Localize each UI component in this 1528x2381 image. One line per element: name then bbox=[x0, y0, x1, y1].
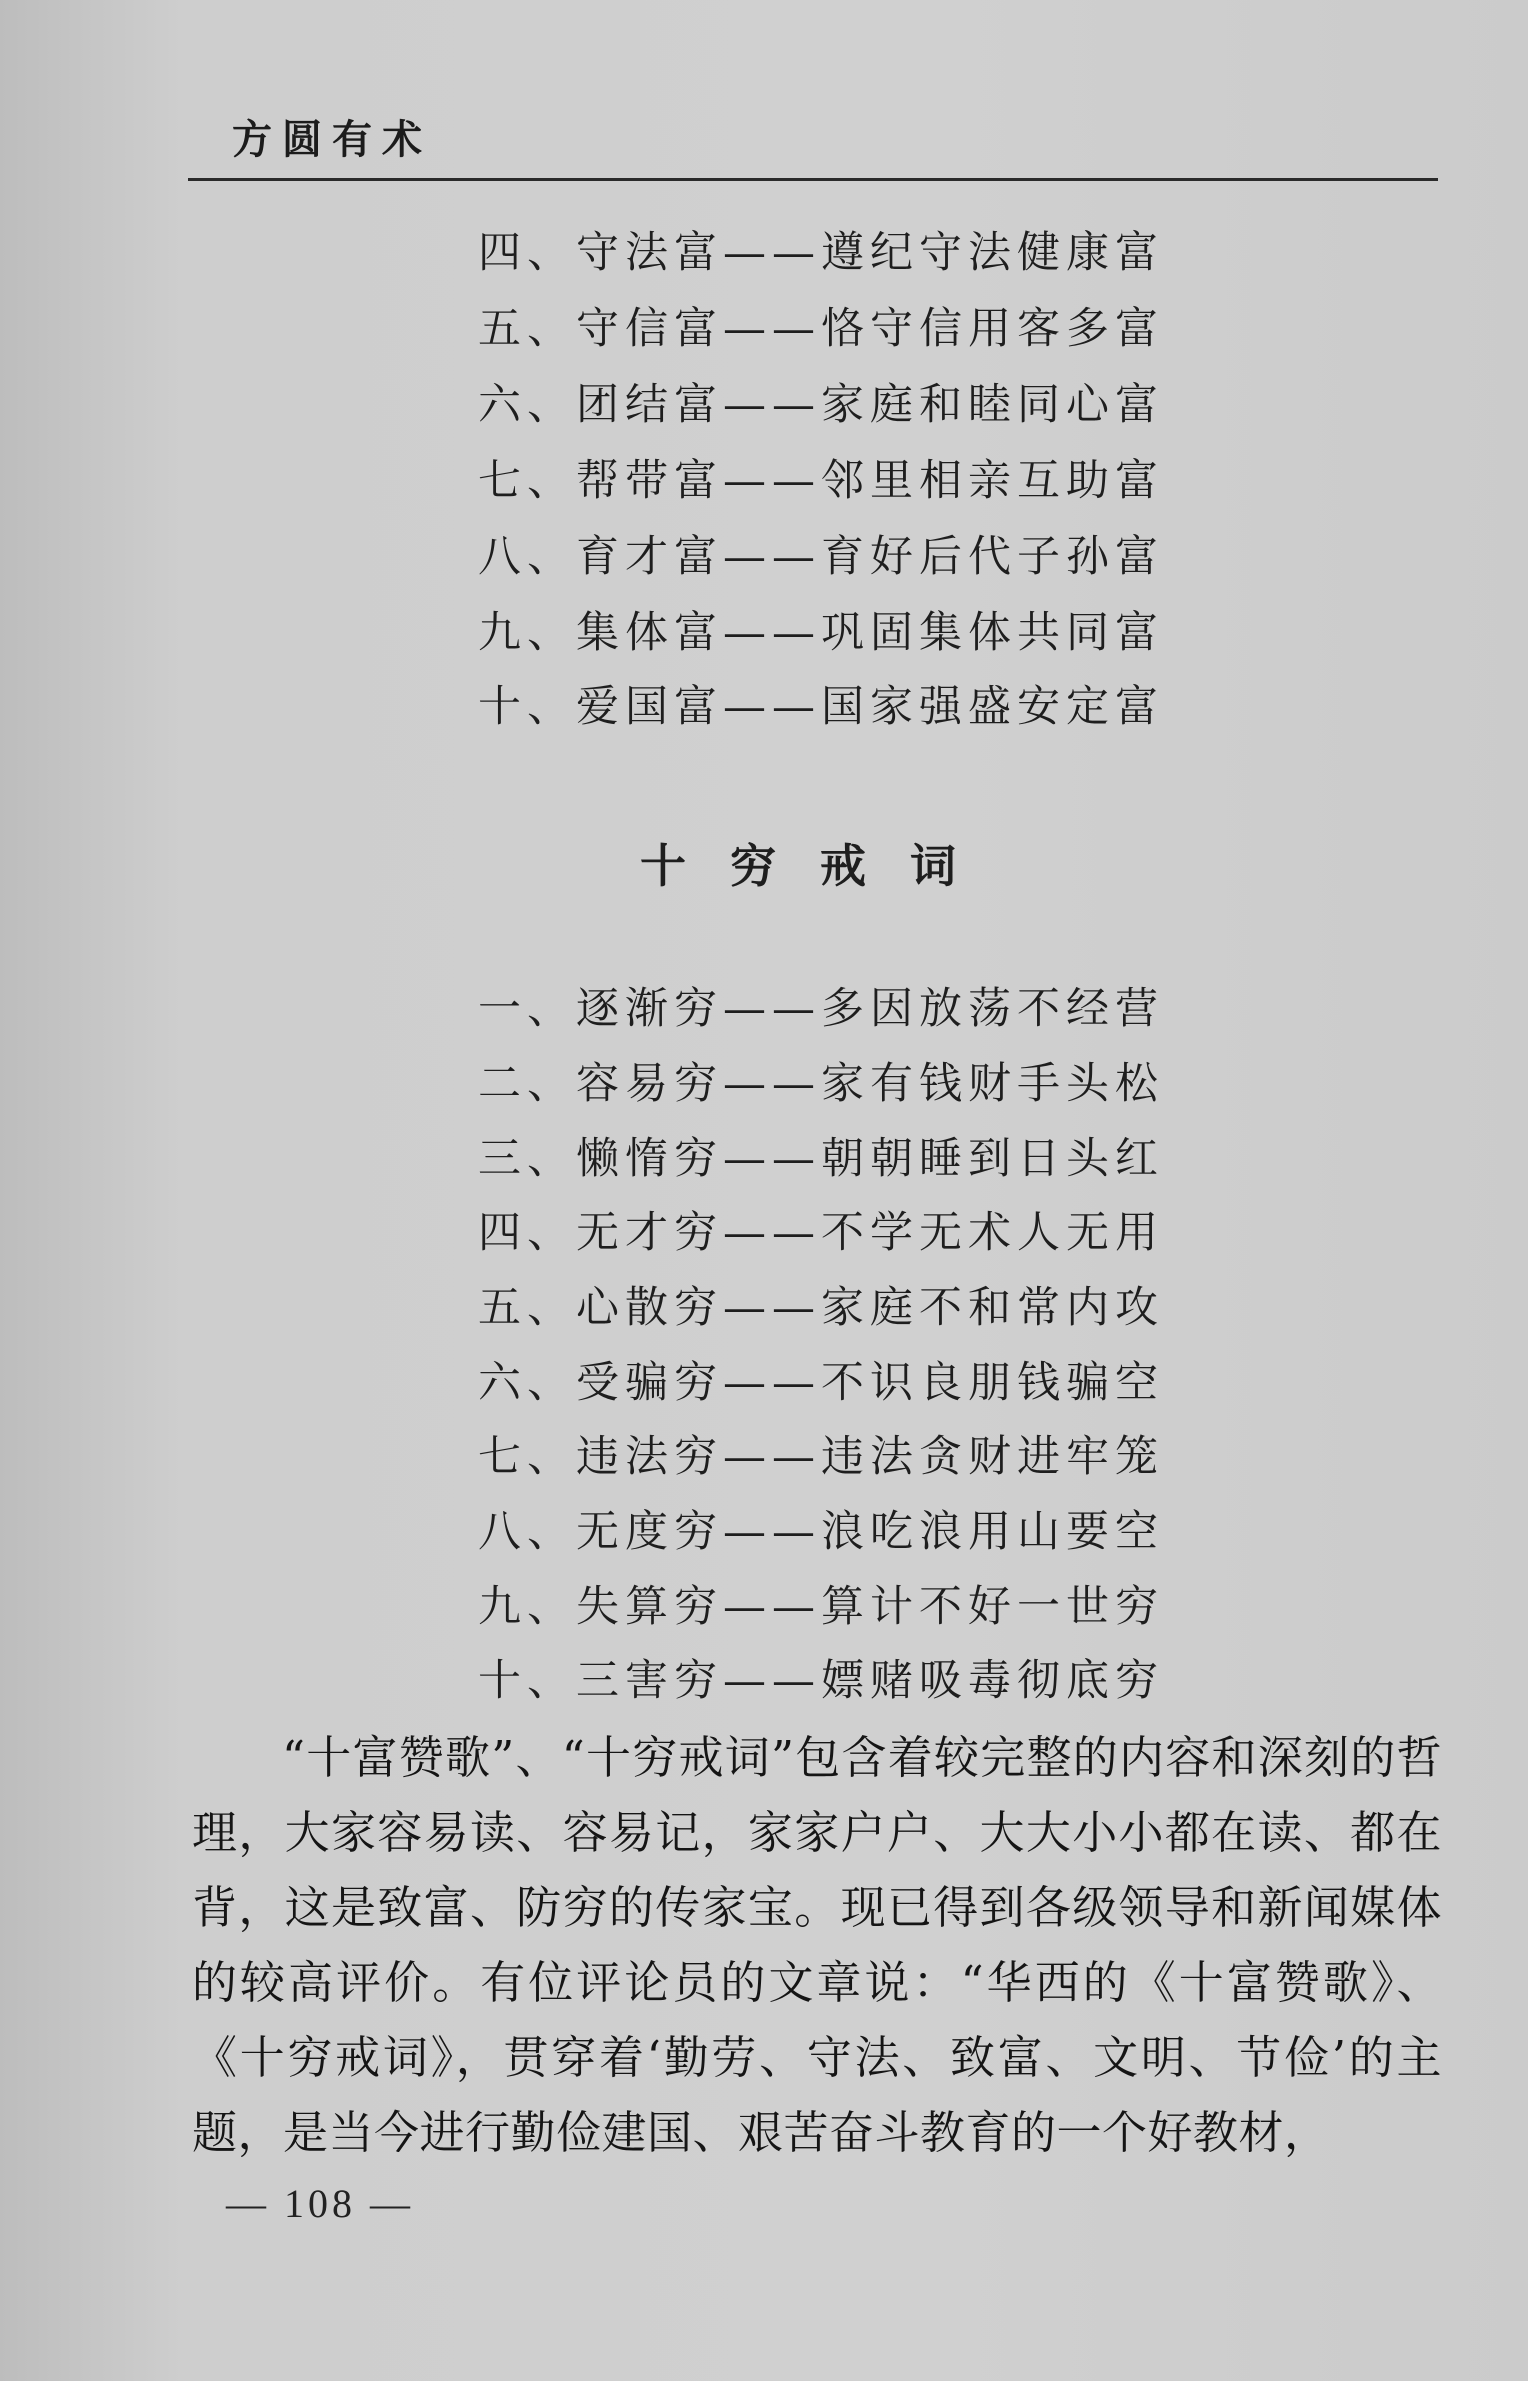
poor-verse-line: 八、无度穷——浪吃浪用山要空 bbox=[478, 1507, 1164, 1557]
running-head-title: 方圆有术 bbox=[232, 117, 432, 163]
page-number: — 108 — bbox=[226, 2181, 414, 2226]
poor-verse-line: 二、容易穷——家有钱财手头松 bbox=[478, 1059, 1164, 1109]
poor-verse-line: 七、违法穷——违法贪财进牢笼 bbox=[478, 1432, 1164, 1482]
rich-verse-line: 五、守信富——恪守信用客多富 bbox=[478, 304, 1164, 354]
poor-verse-line: 四、无才穷——不学无术人无用 bbox=[478, 1208, 1164, 1258]
body-paragraph-block bbox=[192, 1720, 1442, 2170]
rich-verse-line: 七、帮带富——邻里相亲互助富 bbox=[478, 456, 1164, 506]
rich-verse-line: 六、团结富——家庭和睦同心富 bbox=[478, 380, 1164, 430]
poor-verse-line: 六、受骗穷——不识良朋钱骗空 bbox=[478, 1358, 1164, 1408]
header-rule bbox=[188, 178, 1438, 181]
rich-verse-line: 十、爱国富——国家强盛安定富 bbox=[478, 682, 1164, 732]
poor-verse-line: 三、懒惰穷——朝朝睡到日头红 bbox=[478, 1134, 1164, 1184]
poor-verse-line: 九、失算穷——算计不好一世穷 bbox=[478, 1582, 1164, 1632]
rich-verse-line: 八、育才富——育好后代子孙富 bbox=[478, 532, 1164, 582]
section-title: 十穷戒词 bbox=[640, 839, 1000, 893]
body-paragraph: “十富赞歌”、“十穷戒词”包含着较完整的内容和深刻的哲理，大家容易读、容易记，家家户户、大大小小都在读、都在背，这是致富、防穷的传家宝。现已得到各级领导和新闻媒体的较高评价。有位评论员的文章说：“华西的《十富赞歌》、《十穷戒词》，贯穿着‘勤劳、守法、致富、文明、节俭’的主题，是当今进行勤俭建国、艰苦奋斗教育的一个好教材， bbox=[192, 1731, 1442, 2159]
rich-verse-line: 九、集体富——巩固集体共同富 bbox=[478, 608, 1164, 658]
rich-verse-line: 四、守法富——遵纪守法健康富 bbox=[478, 228, 1164, 278]
poor-verse-line: 五、心散穷——家庭不和常内攻 bbox=[478, 1283, 1164, 1333]
poor-verse-line: 十、三害穷——嫖赌吸毒彻底穷 bbox=[478, 1656, 1164, 1706]
poor-verse-line: 一、逐渐穷——多因放荡不经营 bbox=[478, 984, 1164, 1034]
